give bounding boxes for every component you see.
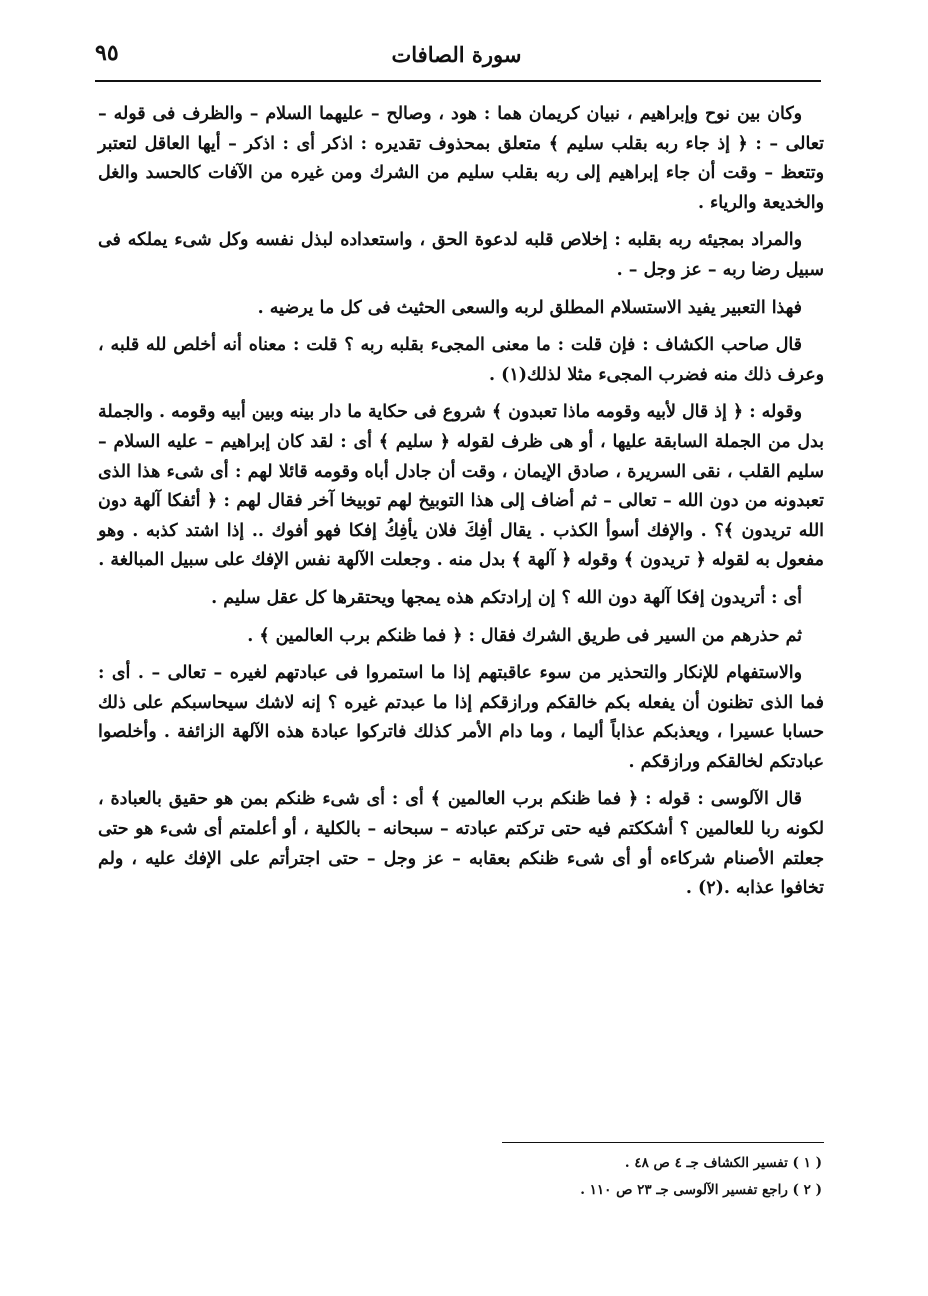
paragraph: وكان بين نوح وإبراهيم ، نبيان كريمان هما : هود ، وصالح – عليهما السلام – والظرف فى قوله – تعالى – : ﴿ إذ جاء ربه بقلب سليم ﴾ متعلق بمحذوف تقديره : اذكر أى : اذكر – أيها العاقل لتعتبر وتتعظ – وقت أن جاء إبراهيم إلى ربه بقلب سليم من الشرك ومن غيره من الآفات كالحسد والغل والخديعة والرياء .	[98, 104, 824, 213]
paragraph: فهذا التعبير يفيد الاستسلام المطلق لربه والسعى الحثيث فى كل ما يرضيه .	[257, 297, 802, 318]
paragraph: وقوله : ﴿ إذ قال لأبيه وقومه ماذا تعبدون ﴾ شروع فى حكاية ما دار بينه وبين أبيه وقومه . والجملة بدل من الجملة السابقة عليها ، أو هى ظرف لقوله ﴿ سليم ﴾ أى : لقد كان إبراهيم – عليه السلام – سليم القلب ، نقى السريرة ، صادق الإيمان ، وقت أن جادل أباه وقومه قائلا لهم : أى شىء هذا الذى تعبدونه من دون الله – تعالى – ثم أضاف إلى هذا التوبيخ لهم توبيخا آخر فقال لهم : ﴿ أئفكا آلهة دون الله تريدون ﴾؟ . والإفك أسوأ الكذب . يقال أفِكَ فلان يأفِكُ إفكا فهو أفوك .. إذا اشتد كذبه . وهو مفعول به لقوله ﴿ تريدون ﴾ وقوله ﴿ آلهة ﴾ بدل منه . وجعلت الآلهة نفس الإفك على سبيل المبالغة .	[98, 402, 824, 571]
footnote-1: ( ١ ) تفسير الكشاف جـ ٤ ص ٤٨ .	[624, 1155, 822, 1171]
header-divider	[95, 80, 821, 82]
footnotes	[300, 1150, 822, 1204]
paragraph: والاستفهام للإنكار والتحذير من سوء عاقبتهم إذا ما استمروا فى عبادتهم لغيره – تعالى – . أى : فما الذى تظنون أن يفعله بكم خالقكم ورازقكم إذا ما عبدتم غيره ؟ إنه لاشك سيحاسبكم على ذلك حسابا عسيرا ، ويعذبكم عذاباً أليما ، وما دام الأمر كذلك فاتركوا عبادة هذه الآلهة الزائفة . وأخلصوا عبادتكم لخالقكم ورازقكم .	[98, 663, 824, 772]
footnote-divider	[502, 1142, 824, 1143]
paragraph: ثم حذرهم من السير فى طريق الشرك فقال : ﴿ فما ظنكم برب العالمين ﴾ .	[247, 625, 802, 646]
page-number: ٩٥	[95, 40, 119, 66]
page-header	[95, 28, 818, 78]
paragraph: والمراد بمجيئه ربه بقلبه : إخلاص قلبه لدعوة الحق ، واستعداده لبذل نفسه وكل شىء يملكه فى سبيل رضا ربه – عز وجل – .	[98, 230, 824, 280]
paragraph: قال صاحب الكشاف : فإن قلت : ما معنى المجىء بقلبه ربه ؟ قلت : معناه أنه أخلص لله قلبه ، وعرف ذلك منه فضرب المجىء مثلا لذلك(١) .	[98, 335, 824, 385]
surah-title: سورة الصافات	[391, 42, 522, 67]
paragraph: قال الآلوسى : قوله : ﴿ فما ظنكم برب العالمين ﴾ أى : أى شىء ظنكم بمن هو حقيق بالعبادة ، لكونه ربا للعالمين ؟ أشككتم فيه حتى تركتم عبادته – سبحانه – بالكلية ، أو أعلمتم أى شىء هو حتى جعلتم الأصنام شركاءه أو أى شىء ظنكم بعقابه – عز وجل – حتى اجترأتم على الإفك عليه ، ولم تخافوا عذابه .(٢) .	[98, 789, 824, 899]
main-text	[98, 100, 824, 912]
footnote-2: ( ٢ ) راجع تفسير الآلوسى جـ ٢٣ ص ١١٠ .	[580, 1182, 822, 1198]
paragraph: أى : أتريدون إفكا آلهة دون الله ؟ إن إرادتكم هذه يمجها ويحتقرها كل عقل سليم .	[211, 587, 802, 608]
